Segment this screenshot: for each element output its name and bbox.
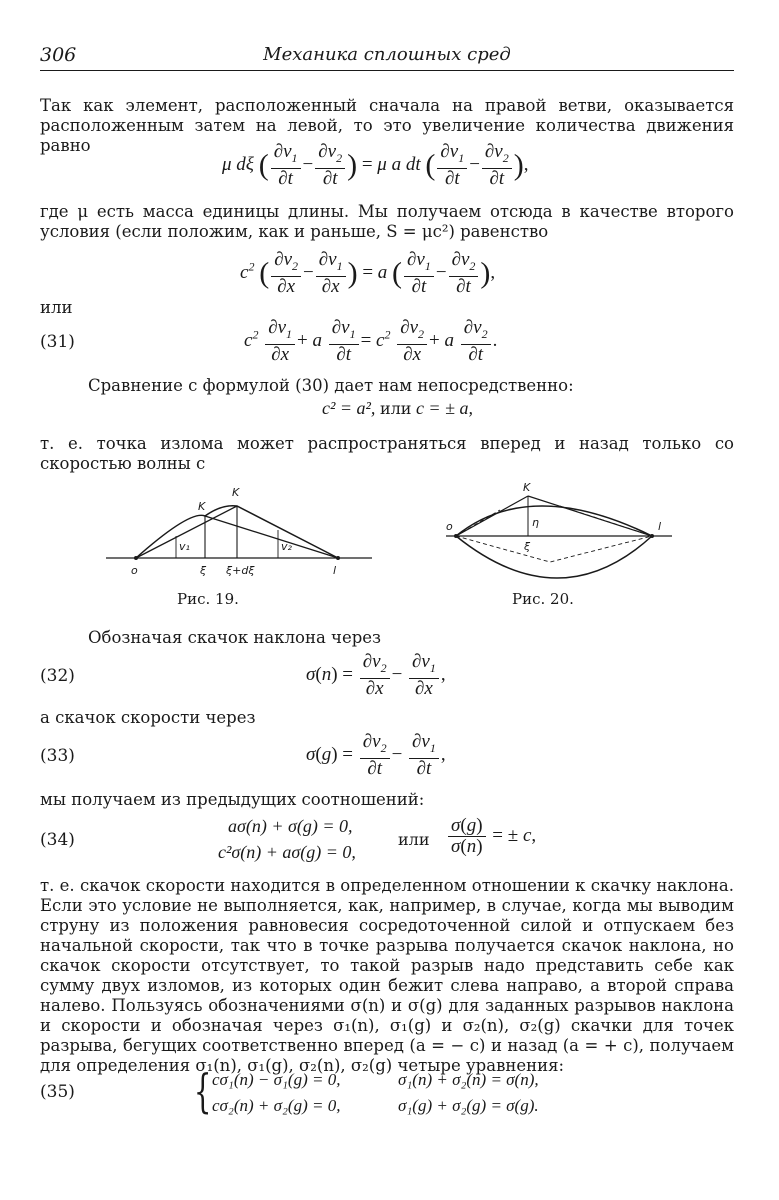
fig20-label-K: K: [523, 481, 531, 494]
fig19-label-v2: v₂: [281, 540, 292, 553]
paragraph-or: или: [40, 298, 73, 317]
paragraph-second-condition: где μ есть масса единицы длины. Мы получаем отсюда в качестве второго условия (если положим, как и раньше, S = μc²) равенство: [40, 202, 734, 241]
equation-34-or: или: [398, 830, 430, 849]
paragraph-velocity-jump: а скачок скорости через: [40, 708, 256, 727]
equation-34-line1: aσ(n) + σ(g) = 0,: [228, 816, 353, 836]
equation-number-33: (33): [40, 746, 75, 766]
header-rule: [40, 70, 734, 71]
fig20-lower-arc: [456, 536, 652, 578]
fig20-caption: Рис. 20.: [512, 590, 574, 608]
paragraph-from-relations: мы получаем из предыдущих соотношений:: [40, 790, 425, 809]
equation-35-line2a: cσ₂(n) + σ₂(g) = 0,: [212, 1096, 341, 1115]
c-pm-a-text: c = ± a,: [415, 398, 473, 418]
equation-32: σ(n) = $\frac{\partial v_2}{\partial x}$ − $\frac{\partial v_1}{\partial x}$ ,: [306, 651, 446, 699]
figure-19: [100, 480, 380, 585]
running-title: Механика сплошных сред: [263, 44, 511, 65]
equation-momentum: μ dξ ( $\frac{\partial v_1}{\partial t}$ − $\frac{\partial v_2}{\partial t}$ ) = μ a dt ( $\frac{\partial v_1}{\partial t}$ − $\frac{\partial v_2}{\partial t}$ ),: [222, 141, 529, 189]
fig20-label-l: l: [658, 520, 662, 533]
equation-c2-a2: [322, 398, 473, 419]
fig20-label-o: o: [446, 520, 453, 533]
or-word: или: [379, 399, 412, 418]
fig19-point-o: [134, 556, 138, 560]
paragraph-comparison: Сравнение с формулой (30) дает нам непосредственно:: [88, 376, 574, 395]
fig20-label-xi: ξ: [524, 540, 531, 553]
fig19-caption: Рис. 19.: [177, 590, 239, 608]
fig20-upper-arc: [456, 506, 652, 536]
equation-number-35: (35): [40, 1082, 75, 1102]
paragraph-slope-jump: Обозначая скачок наклона через: [88, 628, 382, 647]
paragraph-decomposition: т. е. скачок скорости находится в определенном отношении к скачку наклона. Если это условие не выполняется, как, например, в случае, когда мы выводим струну из положения равновесия сосредоточенной силой и отпускаем без начальной скорости, так что в точке разрыва получается скачок наклона, но скачок скорости отсутствует, то такой разрыв надо представить себе как сумму двух изломов, из которых один бежит слева направо, а второй справа налево. Пользуясь обозначениями σ(n) и σ(g) для заданных разрывов наклона и скорости и обозначая через σ₁(n), σ₁(g) и σ₂(n), σ₂(g) скачки для точек разрыва, бегущих соответственно вперед (a = − c) и назад (a = + c), получаем для определения σ₁(n), σ₁(g), σ₂(n), σ₂(g) четыре уравнения:: [40, 876, 734, 1075]
equation-second-condition: $c^2$ ( $\frac{\partial v_2}{\partial x}$ − $\frac{\partial v_1}{\partial x}$ ) = a ( $\frac{\partial v_1}{\partial t}$ − $\frac{\partial v_2}{\partial t}$ ),: [240, 249, 496, 297]
equation-35-line2b: σ₁(g) + σ₂(g) = σ(g).: [398, 1096, 539, 1115]
fig20-label-eta: η: [532, 516, 539, 529]
fig19-chord2: [205, 516, 338, 558]
equation-number-31: (31): [40, 332, 75, 352]
equation-35-brace: {: [193, 1064, 212, 1118]
equation-34-line2: c²σ(n) + aσ(g) = 0,: [218, 842, 356, 862]
c2-a2-text: c² = a²,: [322, 398, 376, 418]
page-number: 306: [40, 44, 77, 66]
paragraph-momentum: Так как элемент, расположенный сначала на правой ветви, оказывается расположенным затем на левой, то это увеличение количества движения равно: [40, 96, 734, 155]
fig19-label-K1: K: [198, 500, 206, 513]
fig19-label-xi: ξ: [200, 564, 207, 577]
fig19-label-v1: v₁: [179, 540, 190, 553]
equation-31: $c^2$ $\frac{\partial v_1}{\partial x}$ + a $\frac{\partial v_1}{\partial t}$ = $c^2$ $\frac{\partial v_2}{\partial x}$ + a $\frac{\partial v_2}{\partial t}$ .: [244, 317, 498, 365]
fig19-label-o: o: [131, 564, 138, 577]
fig19-label-K2: K: [232, 486, 240, 499]
fig20-point-o: [454, 534, 458, 538]
equation-35-line1a: cσ₁(n) − σ₁(g) = 0,: [212, 1070, 341, 1089]
fig20-chord-o-K: [456, 496, 528, 536]
fig20-dashed-upper: [456, 506, 652, 536]
equation-34-ratio: $\frac{\sigma(g)}{\sigma(n)}$ = ± c,: [446, 816, 536, 857]
equation-33: σ(g) = $\frac{\partial v_2}{\partial t}$ − $\frac{\partial v_1}{\partial t}$ ,: [306, 731, 446, 779]
equation-number-32: (32): [40, 666, 75, 686]
fig19-point-l: [336, 556, 340, 560]
paragraph-kink-speed: т. е. точка излома может распространяться вперед и назад только со скоростью волны c: [40, 434, 734, 473]
fig20-point-l: [650, 534, 654, 538]
fig19-label-l: l: [333, 564, 337, 577]
equation-35-line1b: σ₁(n) + σ₂(n) = σ(n),: [398, 1070, 539, 1089]
equation-number-34: (34): [40, 830, 75, 850]
fig19-label-xi-dxi: ξ+dξ: [226, 564, 255, 577]
figure-20: [440, 480, 680, 590]
